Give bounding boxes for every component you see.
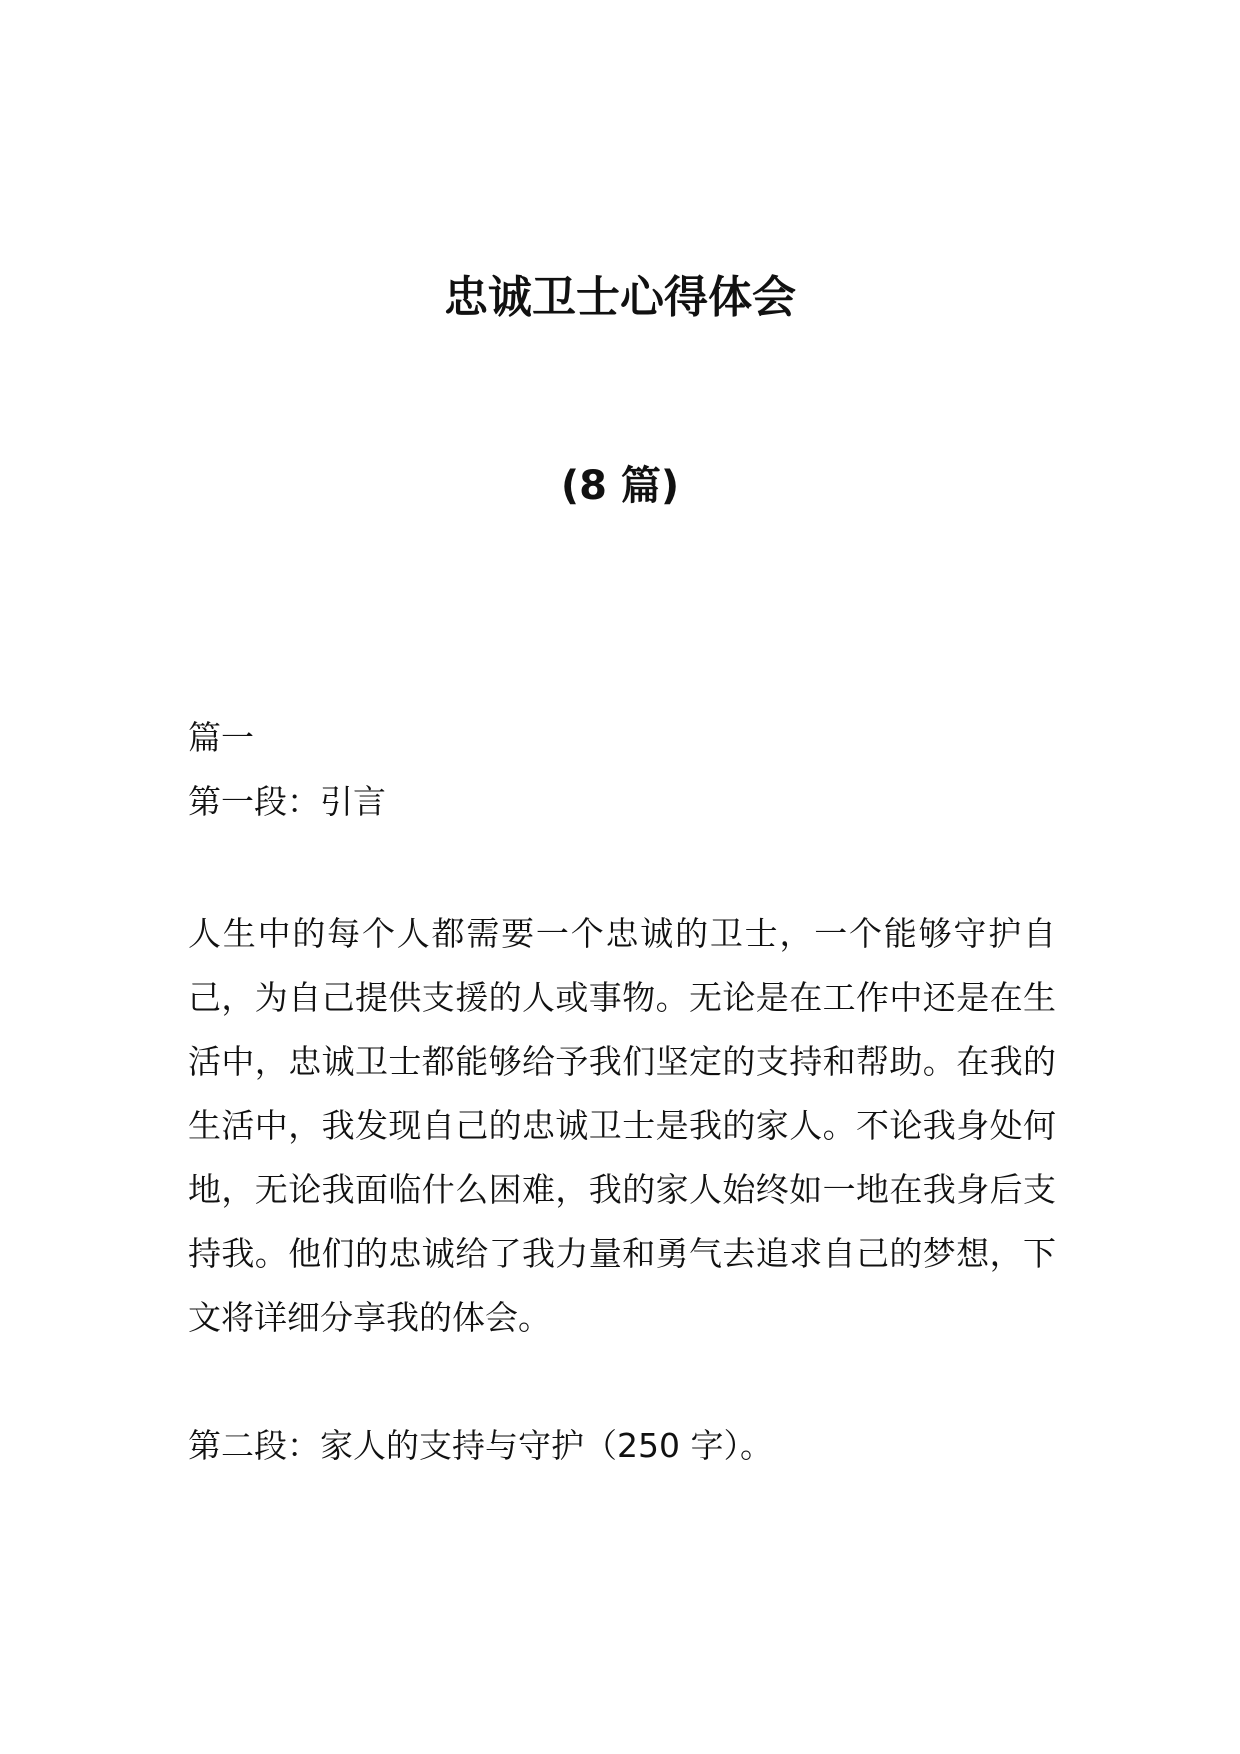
section-label: 篇一 xyxy=(188,718,254,757)
section-heading-2: 第二段：家人的支持与守护（250 字）。 xyxy=(188,1426,773,1465)
paragraph-1: 人生中的每个人都需要一个忠诚的卫士，一个能够守护自己，为自己提供支援的人或事物。无论是在工作中还是在生活中，忠诚卫士都能够给予我们坚定的支持和帮助。在我的生活中，我发现自己的忠诚卫士是我的家人。不论我身处何地，无论我面临什么困难，我的家人始终如一地在我身后支持我。他们的忠诚给了我力量和勇气去追求自己的梦想，下文将详细分享我的体会。 xyxy=(188,914,1056,1337)
paragraph-spacer xyxy=(188,834,1056,902)
document-title: 忠诚卫士心得体会 xyxy=(444,272,796,323)
section-heading-1: 第一段：引言 xyxy=(188,782,386,821)
document-subtitle: (8 篇) xyxy=(560,463,680,509)
paragraph-spacer xyxy=(188,1350,1056,1414)
document-body xyxy=(188,706,1056,1478)
